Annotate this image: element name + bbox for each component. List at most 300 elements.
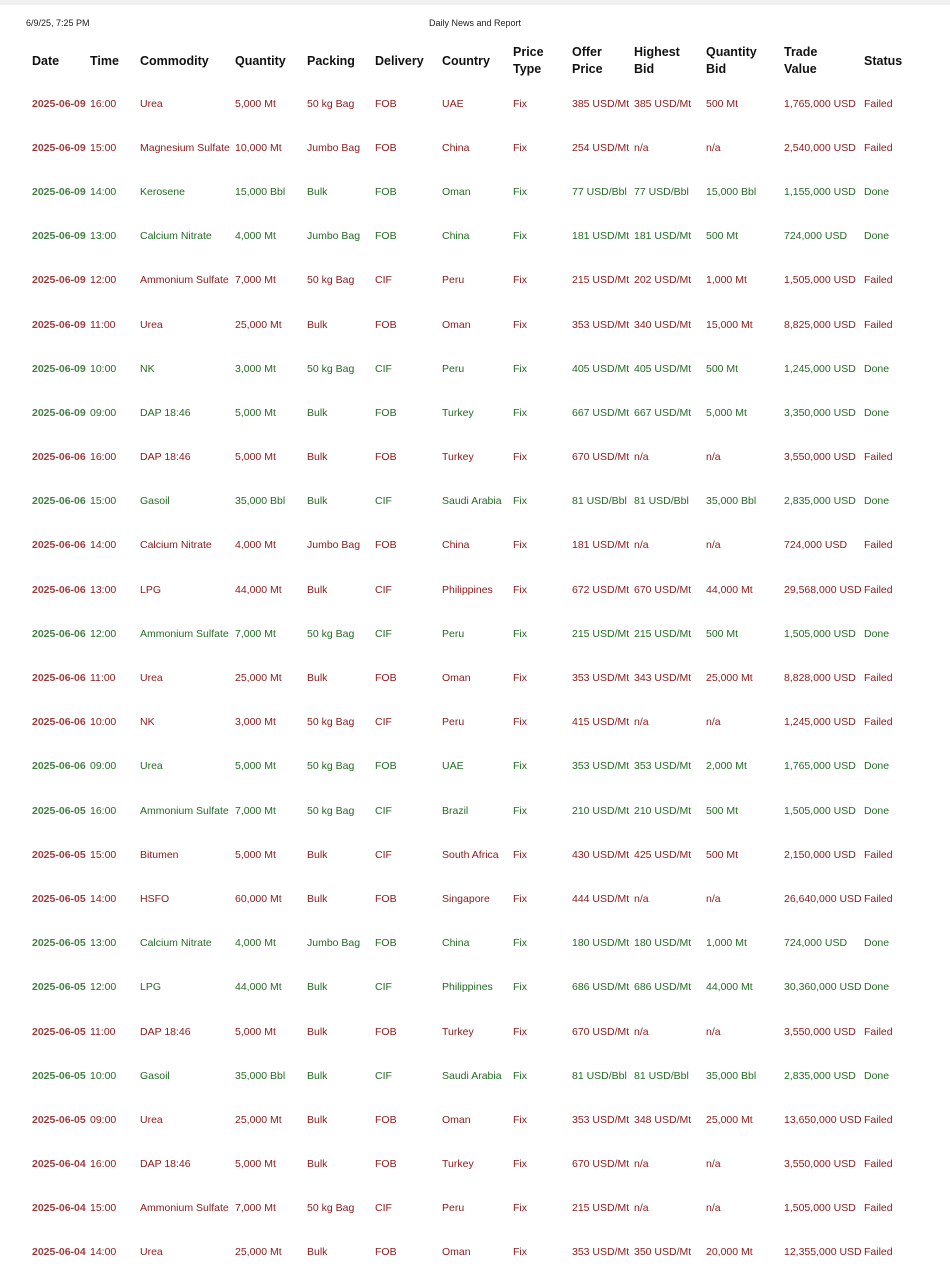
highest-bid-cell: 686 USD/Mt xyxy=(634,981,692,994)
date-cell: 2025-06-05 xyxy=(32,937,86,950)
offer-price-cell: 353 USD/Mt xyxy=(572,1246,630,1259)
commodity-cell: Calcium Nitrate xyxy=(140,539,212,552)
packing-cell: 50 kg Bag xyxy=(307,362,355,375)
trade-value-cell: 1,505,000 USD xyxy=(784,804,856,817)
time-cell: 09:00 xyxy=(90,760,117,773)
price-type-cell: Fix xyxy=(513,1113,527,1126)
time-cell: 12:00 xyxy=(90,274,117,287)
column-header-country: Country xyxy=(442,53,490,68)
packing-cell: 50 kg Bag xyxy=(307,716,355,729)
column-header-time: Time xyxy=(90,53,119,68)
delivery-cell: FOB xyxy=(375,406,397,419)
quantity-bid-cell: 44,000 Mt xyxy=(706,583,753,596)
highest-bid-cell: 405 USD/Mt xyxy=(634,362,692,375)
trade-value-cell: 1,765,000 USD xyxy=(784,97,856,110)
packing-cell: Bulk xyxy=(307,1025,328,1038)
highest-bid-cell: 81 USD/Bbl xyxy=(634,1069,689,1082)
time-cell: 15:00 xyxy=(90,848,117,861)
status-cell: Failed xyxy=(864,1246,893,1259)
delivery-cell: FOB xyxy=(375,1025,397,1038)
trade-value-cell: 8,825,000 USD xyxy=(784,318,856,331)
delivery-cell: FOB xyxy=(375,318,397,331)
quantity-bid-cell: n/a xyxy=(706,451,721,464)
table-row xyxy=(30,745,930,789)
country-cell: Oman xyxy=(442,1113,471,1126)
quantity-bid-cell: 15,000 Mt xyxy=(706,318,753,331)
packing-cell: Bulk xyxy=(307,848,328,861)
trade-value-cell: 3,350,000 USD xyxy=(784,406,856,419)
packing-cell: Bulk xyxy=(307,495,328,508)
quantity-cell: 3,000 Mt xyxy=(235,362,276,375)
highest-bid-cell: n/a xyxy=(634,1202,649,1215)
country-cell: UAE xyxy=(442,760,464,773)
commodity-cell: DAP 18:46 xyxy=(140,1158,191,1171)
time-cell: 16:00 xyxy=(90,1158,117,1171)
delivery-cell: CIF xyxy=(375,362,392,375)
offer-price-cell: 181 USD/Mt xyxy=(572,230,630,243)
commodity-cell: Ammonium Sulfate xyxy=(140,627,229,640)
time-cell: 15:00 xyxy=(90,141,117,154)
table-row xyxy=(30,126,930,170)
table-body xyxy=(30,82,930,1275)
date-cell: 2025-06-05 xyxy=(32,848,86,861)
time-cell: 09:00 xyxy=(90,1113,117,1126)
commodity-cell: Urea xyxy=(140,1246,163,1259)
status-cell: Failed xyxy=(864,1113,893,1126)
highest-bid-cell: 343 USD/Mt xyxy=(634,672,692,685)
table-row xyxy=(30,1054,930,1098)
time-cell: 15:00 xyxy=(90,495,117,508)
time-cell: 15:00 xyxy=(90,1202,117,1215)
highest-bid-cell: n/a xyxy=(634,716,649,729)
offer-price-cell: 670 USD/Mt xyxy=(572,451,630,464)
country-cell: China xyxy=(442,937,470,950)
highest-bid-cell: 350 USD/Mt xyxy=(634,1246,692,1259)
table-row xyxy=(30,1143,930,1187)
time-cell: 11:00 xyxy=(90,318,116,331)
quantity-bid-cell: 500 Mt xyxy=(706,627,739,640)
table-row xyxy=(30,436,930,480)
table-row xyxy=(30,215,930,259)
highest-bid-cell: 180 USD/Mt xyxy=(634,937,692,950)
offer-price-cell: 415 USD/Mt xyxy=(572,716,630,729)
trade-value-cell: 2,835,000 USD xyxy=(784,1069,856,1082)
quantity-cell: 4,000 Mt xyxy=(235,539,276,552)
date-cell: 2025-06-05 xyxy=(32,1113,86,1126)
status-cell: Done xyxy=(864,185,890,198)
trade-value-cell: 1,245,000 USD xyxy=(784,716,856,729)
offer-price-cell: 672 USD/Mt xyxy=(572,583,630,596)
column-header-highest-bid: Highest Bid xyxy=(634,45,680,76)
trade-value-cell: 2,540,000 USD xyxy=(784,141,856,154)
date-cell: 2025-06-06 xyxy=(32,451,86,464)
document-title: Daily News and Report xyxy=(428,18,522,28)
column-header-delivery: Delivery xyxy=(375,53,424,68)
price-type-cell: Fix xyxy=(513,274,527,287)
quantity-bid-cell: n/a xyxy=(706,892,721,905)
price-type-cell: Fix xyxy=(513,539,527,552)
table-row xyxy=(30,82,930,126)
delivery-cell: FOB xyxy=(375,1246,397,1259)
table-row xyxy=(30,1098,930,1142)
commodity-cell: LPG xyxy=(140,981,162,994)
packing-cell: Bulk xyxy=(307,406,328,419)
date-cell: 2025-06-09 xyxy=(32,97,86,110)
time-cell: 10:00 xyxy=(90,716,117,729)
offer-price-cell: 81 USD/Bbl xyxy=(572,495,627,508)
trade-value-cell: 3,550,000 USD xyxy=(784,1158,856,1171)
commodity-cell: NK xyxy=(140,362,155,375)
date-cell: 2025-06-06 xyxy=(32,539,86,552)
packing-cell: Jumbo Bag xyxy=(307,141,361,154)
quantity-bid-cell: 500 Mt xyxy=(706,97,739,110)
table-row xyxy=(30,524,930,568)
delivery-cell: FOB xyxy=(375,97,397,110)
offer-price-cell: 254 USD/Mt xyxy=(572,141,630,154)
price-type-cell: Fix xyxy=(513,1246,527,1259)
quantity-cell: 35,000 Bbl xyxy=(235,1069,286,1082)
offer-price-cell: 215 USD/Mt xyxy=(572,627,630,640)
country-cell: Turkey xyxy=(442,1158,474,1171)
delivery-cell: CIF xyxy=(375,804,392,817)
price-type-cell: Fix xyxy=(513,1202,527,1215)
status-cell: Failed xyxy=(864,848,893,861)
offer-price-cell: 444 USD/Mt xyxy=(572,892,630,905)
delivery-cell: FOB xyxy=(375,760,397,773)
table-row xyxy=(30,656,930,700)
quantity-cell: 35,000 Bbl xyxy=(235,495,286,508)
offer-price-cell: 77 USD/Bbl xyxy=(572,185,627,198)
date-cell: 2025-06-05 xyxy=(32,981,86,994)
time-cell: 13:00 xyxy=(90,583,117,596)
offer-price-cell: 670 USD/Mt xyxy=(572,1025,630,1038)
commodity-cell: HSFO xyxy=(140,892,170,905)
time-cell: 12:00 xyxy=(90,981,117,994)
status-cell: Failed xyxy=(864,672,893,685)
delivery-cell: CIF xyxy=(375,848,392,861)
highest-bid-cell: 670 USD/Mt xyxy=(634,583,692,596)
offer-price-cell: 81 USD/Bbl xyxy=(572,1069,627,1082)
status-cell: Failed xyxy=(864,716,893,729)
country-cell: Oman xyxy=(442,672,471,685)
country-cell: Oman xyxy=(442,318,471,331)
quantity-bid-cell: 5,000 Mt xyxy=(706,406,747,419)
price-type-cell: Fix xyxy=(513,760,527,773)
country-cell: Singapore xyxy=(442,892,490,905)
highest-bid-cell: n/a xyxy=(634,1158,649,1171)
date-cell: 2025-06-05 xyxy=(32,1025,86,1038)
delivery-cell: CIF xyxy=(375,1202,392,1215)
price-type-cell: Fix xyxy=(513,1069,527,1082)
country-cell: Peru xyxy=(442,362,465,375)
date-cell: 2025-06-06 xyxy=(32,672,86,685)
offer-price-cell: 180 USD/Mt xyxy=(572,937,630,950)
highest-bid-cell: 210 USD/Mt xyxy=(634,804,692,817)
column-header-price-type: Price Type xyxy=(513,45,544,76)
status-cell: Failed xyxy=(864,1025,893,1038)
price-type-cell: Fix xyxy=(513,141,527,154)
column-header-status: Status xyxy=(864,53,903,68)
offer-price-cell: 215 USD/Mt xyxy=(572,274,630,287)
quantity-cell: 25,000 Mt xyxy=(235,1246,282,1259)
commodity-cell: Bitumen xyxy=(140,848,179,861)
print-header xyxy=(0,18,950,32)
date-cell: 2025-06-09 xyxy=(32,406,86,419)
time-cell: 16:00 xyxy=(90,97,117,110)
highest-bid-cell: 348 USD/Mt xyxy=(634,1113,692,1126)
trade-value-cell: 1,505,000 USD xyxy=(784,1202,856,1215)
status-cell: Done xyxy=(864,230,890,243)
country-cell: Oman xyxy=(442,1246,471,1259)
status-cell: Done xyxy=(864,760,890,773)
time-cell: 11:00 xyxy=(90,672,116,685)
price-type-cell: Fix xyxy=(513,185,527,198)
price-type-cell: Fix xyxy=(513,1025,527,1038)
quantity-bid-cell: n/a xyxy=(706,716,721,729)
delivery-cell: FOB xyxy=(375,892,397,905)
table-row xyxy=(30,347,930,391)
date-cell: 2025-06-09 xyxy=(32,274,86,287)
packing-cell: Bulk xyxy=(307,318,328,331)
offer-price-cell: 181 USD/Mt xyxy=(572,539,630,552)
delivery-cell: FOB xyxy=(375,937,397,950)
quantity-bid-cell: n/a xyxy=(706,1025,721,1038)
time-cell: 13:00 xyxy=(90,937,117,950)
commodity-cell: Calcium Nitrate xyxy=(140,937,212,950)
offer-price-cell: 353 USD/Mt xyxy=(572,672,630,685)
column-header-trade-value: Trade Value xyxy=(784,45,818,76)
trade-value-cell: 13,650,000 USD xyxy=(784,1113,862,1126)
packing-cell: 50 kg Bag xyxy=(307,274,355,287)
status-cell: Done xyxy=(864,937,890,950)
table-row xyxy=(30,966,930,1010)
price-type-cell: Fix xyxy=(513,892,527,905)
time-cell: 16:00 xyxy=(90,451,117,464)
packing-cell: Bulk xyxy=(307,892,328,905)
commodity-cell: DAP 18:46 xyxy=(140,406,191,419)
date-cell: 2025-06-06 xyxy=(32,583,86,596)
commodity-cell: Magnesium Sulfate xyxy=(140,141,230,154)
quantity-cell: 4,000 Mt xyxy=(235,937,276,950)
country-cell: Philippines xyxy=(442,981,493,994)
trade-value-cell: 26,640,000 USD xyxy=(784,892,862,905)
time-cell: 14:00 xyxy=(90,1246,117,1259)
delivery-cell: CIF xyxy=(375,627,392,640)
commodity-cell: LPG xyxy=(140,583,162,596)
table-row xyxy=(30,170,930,214)
quantity-cell: 25,000 Mt xyxy=(235,318,282,331)
time-cell: 14:00 xyxy=(90,892,117,905)
packing-cell: Bulk xyxy=(307,1113,328,1126)
column-header-commodity: Commodity xyxy=(140,53,209,68)
date-cell: 2025-06-06 xyxy=(32,495,86,508)
time-cell: 16:00 xyxy=(90,804,117,817)
offer-price-cell: 667 USD/Mt xyxy=(572,406,630,419)
quantity-cell: 5,000 Mt xyxy=(235,1158,276,1171)
delivery-cell: FOB xyxy=(375,230,397,243)
quantity-bid-cell: n/a xyxy=(706,1202,721,1215)
highest-bid-cell: 215 USD/Mt xyxy=(634,627,692,640)
column-header-date: Date xyxy=(32,53,60,68)
quantity-cell: 44,000 Mt xyxy=(235,583,282,596)
date-cell: 2025-06-05 xyxy=(32,804,86,817)
commodity-cell: Urea xyxy=(140,97,163,110)
offer-price-cell: 430 USD/Mt xyxy=(572,848,630,861)
price-type-cell: Fix xyxy=(513,230,527,243)
status-cell: Done xyxy=(864,804,890,817)
country-cell: Peru xyxy=(442,274,465,287)
quantity-cell: 25,000 Mt xyxy=(235,1113,282,1126)
quantity-cell: 15,000 Bbl xyxy=(235,185,286,198)
trade-value-cell: 1,765,000 USD xyxy=(784,760,856,773)
trade-value-cell: 3,550,000 USD xyxy=(784,451,856,464)
country-cell: China xyxy=(442,230,470,243)
quantity-bid-cell: 20,000 Mt xyxy=(706,1246,753,1259)
offer-price-cell: 686 USD/Mt xyxy=(572,981,630,994)
price-type-cell: Fix xyxy=(513,672,527,685)
delivery-cell: CIF xyxy=(375,274,392,287)
date-cell: 2025-06-04 xyxy=(32,1246,86,1259)
date-cell: 2025-06-05 xyxy=(32,892,86,905)
table-row xyxy=(30,922,930,966)
quantity-bid-cell: 500 Mt xyxy=(706,230,739,243)
quantity-cell: 4,000 Mt xyxy=(235,230,276,243)
highest-bid-cell: 77 USD/Bbl xyxy=(634,185,689,198)
table-row xyxy=(30,568,930,612)
trade-value-cell: 12,355,000 USD xyxy=(784,1246,862,1259)
table-row xyxy=(30,1187,930,1231)
report-table xyxy=(30,40,930,1275)
trade-value-cell: 30,360,000 USD xyxy=(784,981,862,994)
quantity-bid-cell: 35,000 Bbl xyxy=(706,1069,757,1082)
commodity-cell: Gasoil xyxy=(140,1069,170,1082)
quantity-cell: 7,000 Mt xyxy=(235,804,276,817)
table-row xyxy=(30,391,930,435)
country-cell: Peru xyxy=(442,1202,465,1215)
quantity-bid-cell: 1,000 Mt xyxy=(706,274,747,287)
quantity-bid-cell: n/a xyxy=(706,141,721,154)
table-header-row xyxy=(30,40,930,82)
packing-cell: 50 kg Bag xyxy=(307,627,355,640)
offer-price-cell: 353 USD/Mt xyxy=(572,318,630,331)
date-cell: 2025-06-09 xyxy=(32,185,86,198)
trade-value-cell: 2,150,000 USD xyxy=(784,848,856,861)
packing-cell: Bulk xyxy=(307,451,328,464)
quantity-bid-cell: 500 Mt xyxy=(706,848,739,861)
packing-cell: Bulk xyxy=(307,1246,328,1259)
price-type-cell: Fix xyxy=(513,97,527,110)
country-cell: Philippines xyxy=(442,583,493,596)
packing-cell: Jumbo Bag xyxy=(307,230,361,243)
offer-price-cell: 670 USD/Mt xyxy=(572,1158,630,1171)
status-cell: Failed xyxy=(864,274,893,287)
trade-value-cell: 2,835,000 USD xyxy=(784,495,856,508)
highest-bid-cell: 425 USD/Mt xyxy=(634,848,692,861)
status-cell: Failed xyxy=(864,451,893,464)
offer-price-cell: 405 USD/Mt xyxy=(572,362,630,375)
highest-bid-cell: n/a xyxy=(634,141,649,154)
price-type-cell: Fix xyxy=(513,1158,527,1171)
commodity-cell: Kerosene xyxy=(140,185,185,198)
status-cell: Failed xyxy=(864,583,893,596)
price-type-cell: Fix xyxy=(513,495,527,508)
highest-bid-cell: 340 USD/Mt xyxy=(634,318,692,331)
quantity-bid-cell: 1,000 Mt xyxy=(706,937,747,950)
quantity-cell: 5,000 Mt xyxy=(235,451,276,464)
quantity-cell: 5,000 Mt xyxy=(235,848,276,861)
quantity-bid-cell: 44,000 Mt xyxy=(706,981,753,994)
price-type-cell: Fix xyxy=(513,937,527,950)
offer-price-cell: 215 USD/Mt xyxy=(572,1202,630,1215)
date-cell: 2025-06-09 xyxy=(32,318,86,331)
column-header-quantity: Quantity xyxy=(235,53,286,68)
date-cell: 2025-06-09 xyxy=(32,362,86,375)
delivery-cell: CIF xyxy=(375,583,392,596)
price-type-cell: Fix xyxy=(513,406,527,419)
country-cell: China xyxy=(442,539,470,552)
status-cell: Done xyxy=(864,362,890,375)
quantity-cell: 25,000 Mt xyxy=(235,672,282,685)
time-cell: 09:00 xyxy=(90,406,117,419)
price-type-cell: Fix xyxy=(513,981,527,994)
time-cell: 12:00 xyxy=(90,627,117,640)
delivery-cell: FOB xyxy=(375,185,397,198)
country-cell: Brazil xyxy=(442,804,469,817)
trade-value-cell: 724,000 USD xyxy=(784,539,848,552)
time-cell: 10:00 xyxy=(90,362,117,375)
packing-cell: Bulk xyxy=(307,1158,328,1171)
quantity-bid-cell: n/a xyxy=(706,539,721,552)
commodity-cell: Ammonium Sulfate xyxy=(140,804,229,817)
quantity-bid-cell: 15,000 Bbl xyxy=(706,185,757,198)
delivery-cell: CIF xyxy=(375,495,392,508)
price-type-cell: Fix xyxy=(513,627,527,640)
quantity-cell: 7,000 Mt xyxy=(235,627,276,640)
time-cell: 13:00 xyxy=(90,230,117,243)
delivery-cell: FOB xyxy=(375,1113,397,1126)
price-type-cell: Fix xyxy=(513,362,527,375)
commodity-cell: Urea xyxy=(140,760,163,773)
price-type-cell: Fix xyxy=(513,848,527,861)
price-type-cell: Fix xyxy=(513,583,527,596)
country-cell: Saudi Arabia xyxy=(442,495,502,508)
packing-cell: Bulk xyxy=(307,583,328,596)
time-cell: 14:00 xyxy=(90,539,117,552)
country-cell: Peru xyxy=(442,716,465,729)
table-row xyxy=(30,1231,930,1275)
commodity-cell: Urea xyxy=(140,1113,163,1126)
delivery-cell: CIF xyxy=(375,716,392,729)
quantity-cell: 60,000 Mt xyxy=(235,892,282,905)
date-cell: 2025-06-05 xyxy=(32,1069,86,1082)
commodity-cell: Ammonium Sulfate xyxy=(140,274,229,287)
commodity-cell: Urea xyxy=(140,672,163,685)
country-cell: Turkey xyxy=(442,1025,474,1038)
packing-cell: 50 kg Bag xyxy=(307,804,355,817)
quantity-bid-cell: 500 Mt xyxy=(706,362,739,375)
quantity-bid-cell: 25,000 Mt xyxy=(706,672,753,685)
column-header-offer-price: Offer Price xyxy=(572,45,603,76)
price-type-cell: Fix xyxy=(513,451,527,464)
quantity-bid-cell: 25,000 Mt xyxy=(706,1113,753,1126)
offer-price-cell: 385 USD/Mt xyxy=(572,97,630,110)
packing-cell: 50 kg Bag xyxy=(307,97,355,110)
table-row xyxy=(30,701,930,745)
trade-value-cell: 1,155,000 USD xyxy=(784,185,856,198)
packing-cell: Bulk xyxy=(307,185,328,198)
quantity-cell: 5,000 Mt xyxy=(235,406,276,419)
country-cell: Turkey xyxy=(442,451,474,464)
